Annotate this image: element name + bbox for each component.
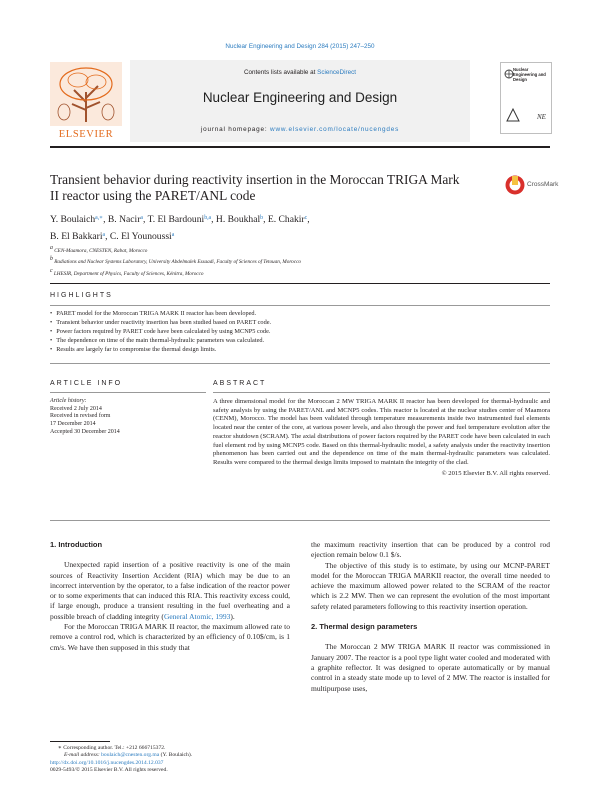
highlight-item: • Power factors required by PARET code have been calculated by using MCNP5 code. [50, 328, 550, 337]
highlight-item: • Transient behavior under reactivity insertion has been studied based on PARET code. [50, 319, 550, 328]
section2-heading: 2. Thermal design parameters [311, 622, 418, 632]
abstract-heading: ABSTRACT [213, 380, 267, 387]
elsevier-logo[interactable] [50, 62, 122, 140]
homepage-prefix: journal homepage: [200, 126, 271, 133]
svg-text:NE: NE [537, 113, 546, 121]
article-info-rule [50, 392, 206, 393]
highlights-heading: HIGHLIGHTS [50, 292, 113, 299]
corresponding-author-note: ∗ Corresponding author. Tel.: +212 666715372. [58, 745, 166, 751]
history-line: Accepted 30 December 2014 [50, 428, 120, 435]
abstract-copyright: © 2015 Elsevier B.V. All rights reserved. [441, 469, 550, 477]
sciencedirect-link[interactable]: ScienceDirect [317, 69, 356, 76]
masthead-rule [50, 146, 550, 148]
journal-homepage [130, 126, 470, 133]
author[interactable]: B. El Bakkari$^a$, [50, 230, 110, 242]
contents-prefix: Contents lists available at [243, 69, 318, 76]
highlights-rule [50, 305, 550, 306]
journal-name[interactable]: Nuclear Engineering and Design [202, 90, 398, 105]
homepage-link[interactable]: www.elsevier.com/locate/nucengdes [270, 126, 400, 133]
highlight-item: • PARET model for the Moroccan TRIGA MARK II reactor has been developed. [50, 310, 550, 319]
elsevier-tree-icon [50, 62, 122, 126]
contents-line [130, 69, 470, 76]
author[interactable]: Y. Boulaich$^{a,∗}$, [50, 214, 108, 225]
crossmark-icon [505, 174, 525, 196]
article-history [50, 398, 210, 437]
abstract-rule [213, 392, 550, 393]
paragraph: The Moroccan 2 MW TRIGA MARK II reactor was commissioned in January 2007. The reactor is a pool type light water cooled and moderated with a graphite reflector. It was designed to operate automatically or by manual control in a steady state mode up to level of 2 MW. The reactor is installed for multipurpose uses, [311, 642, 550, 693]
paper-title: Transient behavior during reactivity insertion in the Moroccan TRIGA Mark II reactor using the PARET/ANL code [50, 172, 460, 203]
masthead-box [130, 60, 470, 142]
journal-reference[interactable]: Nuclear Engineering and Design 284 (2015) 247–250 [225, 43, 375, 50]
affiliations-rule [50, 283, 550, 284]
cover-title: Nuclear Engineering and Design [513, 67, 546, 82]
article-info-heading: ARTICLE INFO [50, 380, 123, 387]
email-note: E-mail address: boulaich@cnesten.org.ma (Y. Boulaich). [64, 752, 193, 759]
paragraph: Unexpected rapid insertion of a positive reactivity is one of the main sources of Reactivity Insertion Accident (RIA) which may be due to an incorrect intervention by the operator, to a false indication of the reactor power or to some experiments that can induced this RIA. This reactivity excess could, if large enough, produce a transient resulting in the fuel overheating and a possible breach of cladding integrity (General Atomic, 1993). [50, 560, 290, 621]
paragraph: The objective of this study is to estimate, by using our MCNP-PARET model for the Moroccan TRIGA MARKII reactor, the overall time needed to achieve the maximum allowed power related to the SCRAM of the reactor which is 2.2 MW. Then we can represent the evolution of the most important safety related parameters following to this reactivity insertion operation. [311, 560, 550, 611]
affiliations [50, 244, 550, 278]
affiliation: a CEN-Maamora, CNESTEN, Rabat, Morocco [50, 245, 148, 254]
journal-masthead [50, 60, 550, 142]
left-column [50, 540, 290, 653]
highlight-item: • Results are largely far to compromise the thermal design limits. [50, 346, 550, 355]
history-label: Article history: [50, 398, 87, 404]
affiliation: b Radiations and Nuclear Systems Laboratory, University Abdelmalek Essaadi, Faculty of Sciences of Tetouan, Morocco [50, 256, 301, 266]
doi-link[interactable]: http://dx.doi.org/10.1016/j.nucengdes.2014.12.037 [50, 759, 164, 766]
highlights-bottom-rule [50, 363, 550, 364]
email-link[interactable]: boulaich@cnesten.org.ma [101, 752, 160, 759]
abstract [213, 398, 550, 478]
author[interactable]: C. El Younoussi$^a$ [109, 230, 175, 242]
introduction-heading: 1. Introduction [50, 540, 103, 549]
author-list [50, 211, 550, 244]
history-line: Received in revised form [50, 413, 111, 420]
crossmark-badge[interactable] [505, 174, 559, 198]
cover-emblem-icon [503, 68, 515, 82]
paragraph: the maximum reactivity insertion that can be produced by a control rod ejection remain below 0.1 $/s. [311, 540, 550, 560]
abstract-bottom-rule [50, 520, 550, 521]
author[interactable]: T. El Bardouni$^{b,a}$, [147, 214, 216, 225]
author[interactable]: H. Boukhal$^b$, [215, 214, 268, 225]
journal-cover-thumbnail[interactable] [500, 62, 552, 134]
paragraph: For the Moroccan TRIGA MARK II reactor, the maximum allowed rate to remove a control rod, which is characterized by an efficiency of 0.10$/cm, is 1 cm/s. We have then supposed in this study that [50, 622, 290, 652]
cover-mark-icon [503, 99, 549, 129]
highlights-list [50, 310, 550, 355]
footnotes [50, 745, 310, 774]
citation-link[interactable]: General Atomic, 1993 [163, 611, 231, 621]
history-line: 17 December 2014 [50, 421, 96, 428]
affiliation: c LHESIR, Department of Physics, Faculty of Sciences, Kénitra, Morocco [50, 267, 204, 277]
highlight-item: • The dependence on time of the main thermal-hydraulic parameters was calculated. [50, 337, 550, 346]
issn-line: 0029-5493/© 2015 Elsevier B.V. All rights reserved. [50, 766, 168, 773]
publisher-name: ELSEVIER [58, 129, 114, 140]
history-line: Received 2 July 2014 [50, 405, 102, 412]
footnote-rule [50, 741, 110, 742]
right-column [311, 540, 550, 694]
author[interactable]: B. Nacir$^a$, [107, 214, 148, 225]
author[interactable]: E. Chakir$^c$, [267, 214, 310, 225]
crossmark-label: CrossMark [527, 181, 559, 188]
abstract-body: A three dimensional model for the Moroccan 2 MW TRIGA MARK II reactor has been developed for thermal-hydraulic and safety analysis by using the PARET/ANL and MCNP5 codes. This reactor is located at the nuclear studies center of Maamora (CENM), Morocco. The model has been validated through temperature measurements inside two instrumented fuel elements located near the center of the core, at various power levels, and also through the power and fuel temperature evolution after the reactor shutdown (SCRAM). The axial distributions of power factors required by the PARET code have been calculated in each fuel element rod by using MCNP5 code. Based on this thermal-hydraulic model, a safety analysis under the reactivity insertion phenomenon has been carried out and the dependence on time of the main thermal-hydraulic parameters was calculated. Results were compared to the thermal design limits imposed to maintain the integrity of the clad. [213, 398, 550, 466]
